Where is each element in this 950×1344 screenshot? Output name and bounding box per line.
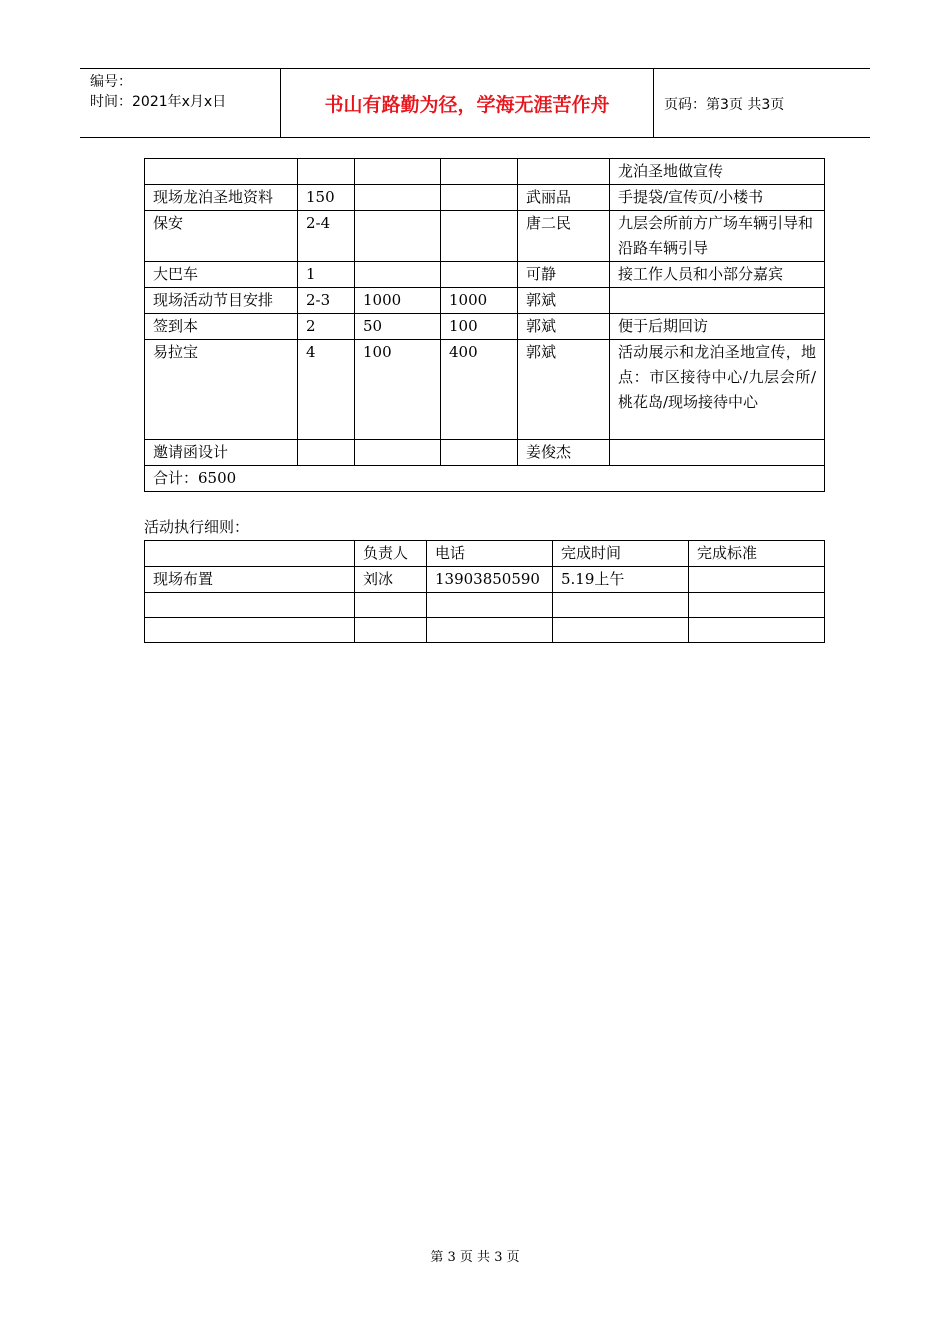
table-row — [145, 567, 825, 593]
table-cell — [441, 440, 518, 466]
table-cell: 100 — [355, 340, 441, 440]
table-cell — [610, 440, 825, 466]
total-row — [145, 466, 825, 492]
table-cell: 刘冰 — [355, 567, 427, 593]
table-row — [145, 314, 825, 340]
table-row — [145, 288, 825, 314]
table-row — [145, 593, 825, 618]
execution-table — [144, 540, 825, 643]
column-header: 负责人 — [355, 541, 427, 567]
table-cell — [427, 593, 553, 618]
page-header — [80, 68, 870, 138]
table-cell — [355, 440, 441, 466]
column-header: 完成标准 — [689, 541, 825, 567]
document-number: 编号： — [90, 74, 132, 90]
table-cell — [553, 618, 689, 643]
table-cell — [355, 159, 441, 185]
table-cell: 现场活动节目安排 — [145, 288, 298, 314]
table-cell: 龙泊圣地做宣传 — [610, 159, 825, 185]
table-cell — [145, 159, 298, 185]
table-cell — [518, 159, 610, 185]
table-cell — [441, 185, 518, 211]
table-row — [145, 618, 825, 643]
table-cell: 2-4 — [298, 211, 355, 262]
page-footer: 第 3 页 共 3 页 — [430, 1250, 520, 1265]
table-cell: 2 — [298, 314, 355, 340]
table-cell: 活动展示和龙泊圣地宣传，地点：市区接待中心/九层会所/桃花岛/现场接待中心 — [610, 340, 825, 440]
table-cell: 便于后期回访 — [610, 314, 825, 340]
table-cell: 13903850590 — [427, 567, 553, 593]
table-cell: 郭斌 — [518, 340, 610, 440]
table-cell — [145, 618, 355, 643]
table-cell: 大巴车 — [145, 262, 298, 288]
table-row — [145, 185, 825, 211]
execution-caption: 活动执行细则： — [144, 518, 250, 536]
table-cell: 1000 — [355, 288, 441, 314]
table-cell — [441, 262, 518, 288]
table-cell: 1000 — [441, 288, 518, 314]
table-cell: 保安 — [145, 211, 298, 262]
table-cell — [355, 211, 441, 262]
header-meta — [80, 69, 281, 137]
column-header — [145, 541, 355, 567]
table-cell: 150 — [298, 185, 355, 211]
table-cell — [689, 567, 825, 593]
table-cell — [689, 618, 825, 643]
table-cell: 4 — [298, 340, 355, 440]
header-row — [145, 541, 825, 567]
table-cell: 100 — [441, 314, 518, 340]
table-cell: 5.19上午 — [553, 567, 689, 593]
table-row — [145, 440, 825, 466]
table-cell — [355, 593, 427, 618]
table-row — [145, 262, 825, 288]
budget-table — [144, 158, 825, 492]
total-cell: 合计：6500 — [145, 466, 825, 492]
table-cell: 郭斌 — [518, 314, 610, 340]
table-cell — [298, 440, 355, 466]
table-cell — [427, 618, 553, 643]
table-cell: 可静 — [518, 262, 610, 288]
table-cell: 手提袋/宣传页/小楼书 — [610, 185, 825, 211]
table-cell — [355, 185, 441, 211]
table-cell — [441, 159, 518, 185]
table-cell: 武丽品 — [518, 185, 610, 211]
table-cell — [610, 288, 825, 314]
table-cell — [145, 593, 355, 618]
table-cell — [441, 211, 518, 262]
table-cell: 九层会所前方广场车辆引导和沿路车辆引导 — [610, 211, 825, 262]
table-cell — [689, 593, 825, 618]
table-cell — [553, 593, 689, 618]
table-cell: 50 — [355, 314, 441, 340]
header-page-number: 页码：第3页 共3页 — [664, 97, 785, 113]
table-cell: 签到本 — [145, 314, 298, 340]
table-row — [145, 159, 825, 185]
table-cell: 现场龙泊圣地资料 — [145, 185, 298, 211]
table-cell — [355, 618, 427, 643]
column-header: 电话 — [427, 541, 553, 567]
table-cell: 唐二民 — [518, 211, 610, 262]
header-motto: 书山有路勤为径，学海无涯苦作舟 — [281, 69, 654, 137]
table-cell: 400 — [441, 340, 518, 440]
table-cell: 接工作人员和小部分嘉宾 — [610, 262, 825, 288]
table-cell: 郭斌 — [518, 288, 610, 314]
table-cell: 易拉宝 — [145, 340, 298, 440]
table-cell: 现场布置 — [145, 567, 355, 593]
table-cell — [355, 262, 441, 288]
table-cell: 邀请函设计 — [145, 440, 298, 466]
table-cell — [298, 159, 355, 185]
document-date: 时间：2021年x月x日 — [90, 94, 227, 110]
table-cell: 1 — [298, 262, 355, 288]
table-cell: 2-3 — [298, 288, 355, 314]
column-header: 完成时间 — [553, 541, 689, 567]
table-row — [145, 211, 825, 262]
table-row — [145, 340, 825, 440]
table-cell: 姜俊杰 — [518, 440, 610, 466]
